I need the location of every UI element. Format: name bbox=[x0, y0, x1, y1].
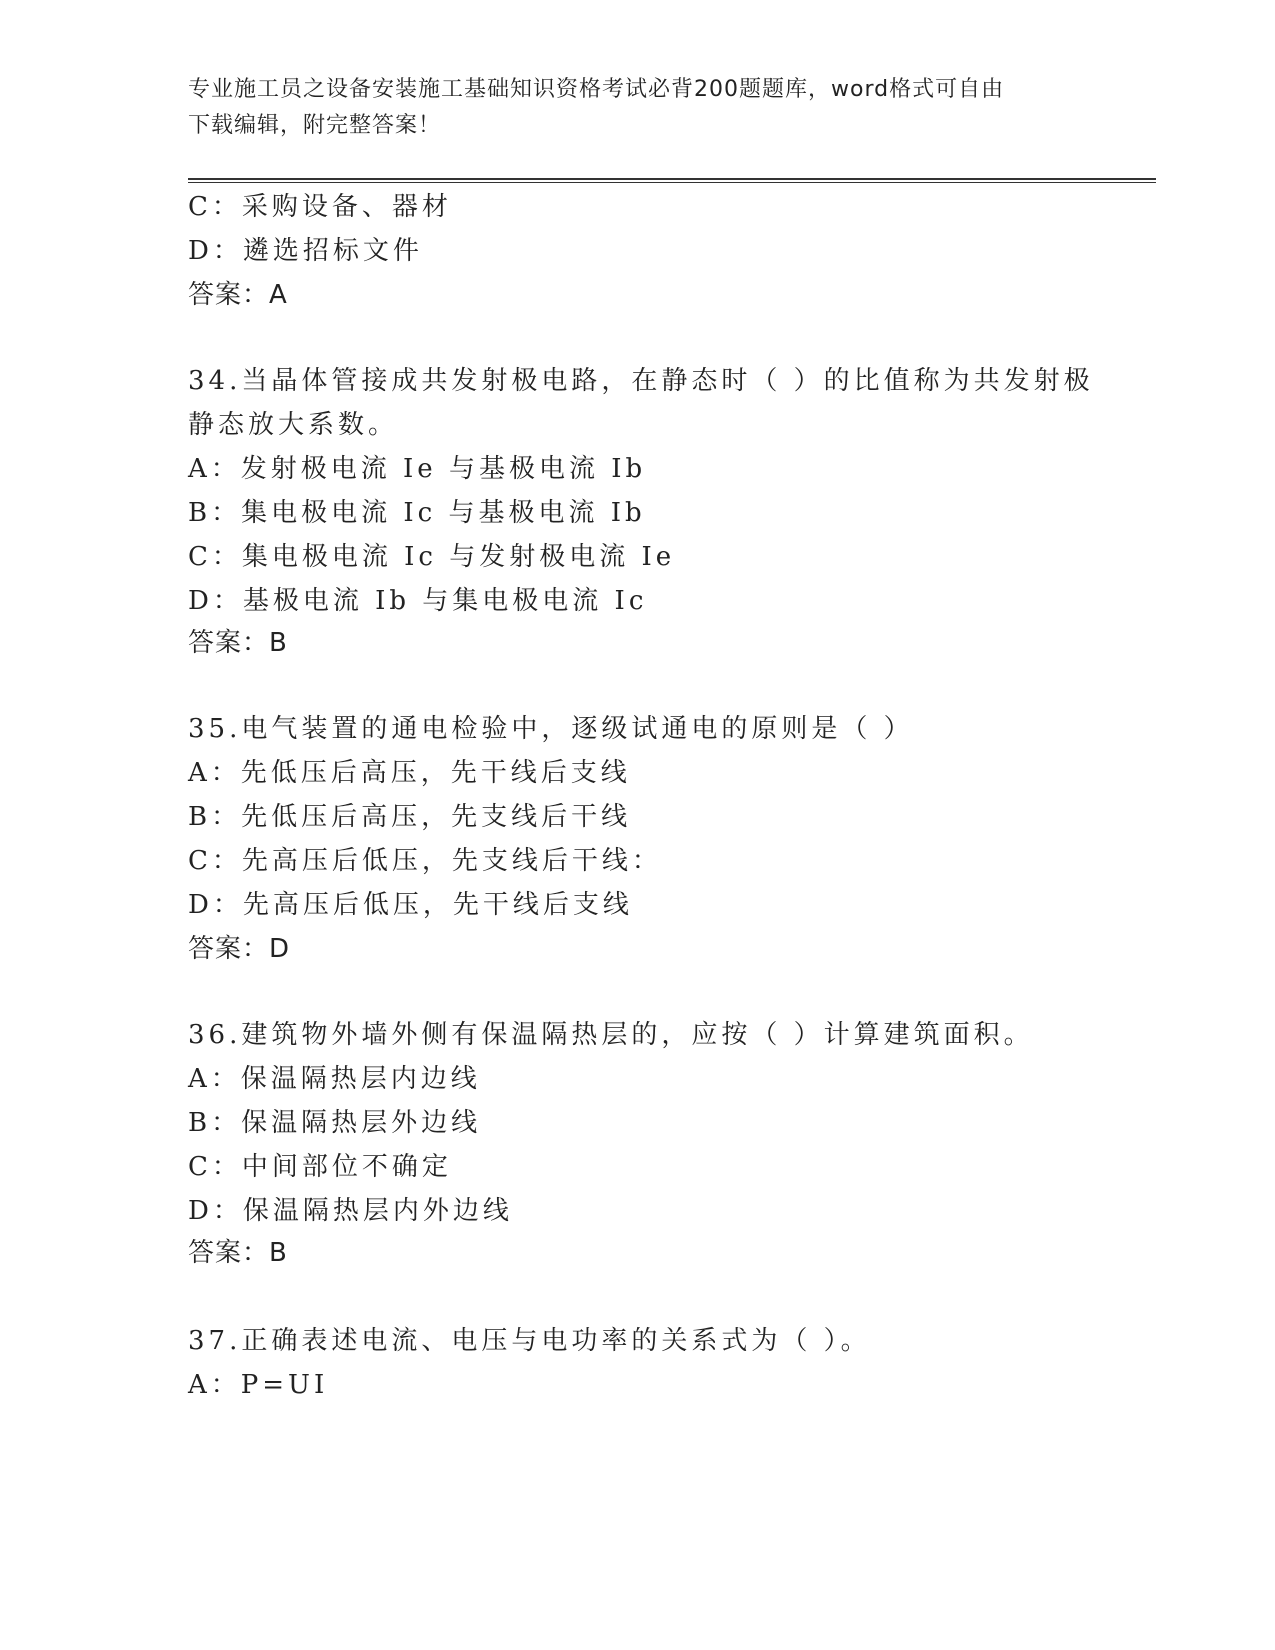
q33-option-d: D：遴选招标文件 bbox=[188, 236, 423, 266]
q36-option-a: A：保温隔热层内边线 bbox=[188, 1064, 481, 1094]
q33-answer: 答案：A bbox=[188, 280, 288, 310]
q34-stem-line-1: 34.当晶体管接成共发射极电路，在静态时（ ）的比值称为共发射极 bbox=[188, 366, 1094, 396]
q35-option-c: C：先高压后低压，先支线后干线： bbox=[188, 846, 662, 876]
header-divider-thick bbox=[188, 178, 1156, 180]
q35-answer: 答案：D bbox=[188, 934, 291, 964]
q36-option-b: B：保温隔热层外边线 bbox=[188, 1108, 482, 1138]
q34-option-d: D：基极电流 Ib 与集电极电流 Ic bbox=[188, 586, 648, 616]
q35-stem: 35.电气装置的通电检验中，逐级试通电的原则是（ ） bbox=[188, 714, 914, 744]
q36-stem: 36.建筑物外墙外侧有保温隔热层的，应按（ ）计算建筑面积。 bbox=[188, 1020, 1034, 1050]
header-line-2: 下载编辑，附完整答案！ bbox=[188, 113, 442, 138]
document-header bbox=[188, 72, 1088, 144]
q34-option-b: B：集电极电流 Ic 与基极电流 Ib bbox=[188, 498, 646, 528]
q34-option-a: A：发射极电流 Ie 与基极电流 Ib bbox=[188, 454, 647, 484]
q35-option-b: B：先低压后高压，先支线后干线 bbox=[188, 802, 632, 832]
q35-option-d: D：先高压后低压，先干线后支线 bbox=[188, 890, 633, 920]
q37-stem: 37.正确表述电流、电压与电功率的关系式为（ ）。 bbox=[188, 1326, 871, 1356]
q35-option-a: A：先低压后高压，先干线后支线 bbox=[188, 758, 631, 788]
q36-answer: 答案：B bbox=[188, 1238, 288, 1268]
header-divider-thin bbox=[188, 182, 1156, 183]
q37-option-a: A：P=UI bbox=[188, 1370, 329, 1400]
q34-stem-line-2: 静态放大系数。 bbox=[188, 410, 399, 440]
header-line-1: 专业施工员之设备安装施工基础知识资格考试必背200题题库，word格式可自由 bbox=[188, 77, 1005, 102]
q33-option-c: C：采购设备、器材 bbox=[188, 192, 452, 222]
q36-option-c: C：中间部位不确定 bbox=[188, 1152, 452, 1182]
q34-option-c: C：集电极电流 Ic 与发射极电流 Ie bbox=[188, 542, 676, 572]
q34-answer: 答案：B bbox=[188, 628, 288, 658]
q36-option-d: D：保温隔热层内外边线 bbox=[188, 1196, 513, 1226]
